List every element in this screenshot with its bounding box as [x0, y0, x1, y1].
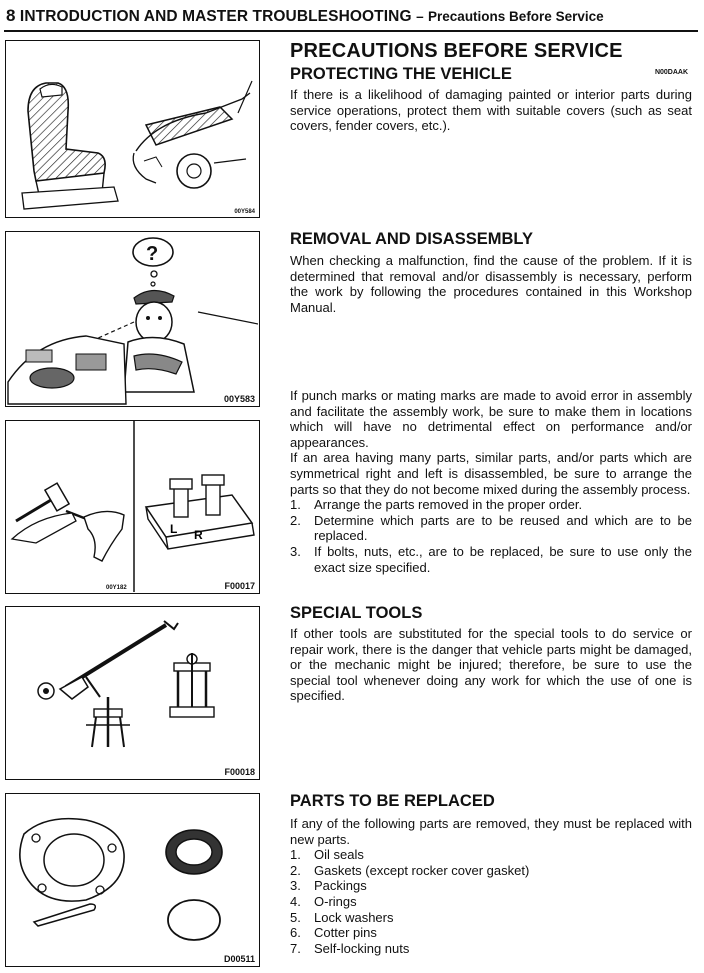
- section-marks-arrangement: [290, 388, 692, 575]
- figure-special-tools: [5, 606, 260, 780]
- page-number: 8: [6, 6, 16, 25]
- removal-heading: REMOVAL AND DISASSEMBLY: [290, 230, 533, 248]
- list-item: 7. Self-locking nuts: [290, 940, 410, 956]
- chapter-title: INTRODUCTION AND MASTER TROUBLESHOOTING: [19, 8, 412, 25]
- arrangement-steps: [290, 497, 692, 575]
- protecting-text: If there is a likelihood of damaging painted or interior parts during service operations, protect them with suitable covers (such as seat covers, fender covers, etc.).: [290, 87, 692, 134]
- figure-code: 00Y584: [234, 209, 255, 215]
- figure-code: F00018: [224, 767, 255, 777]
- figure-code-left: 00Y182: [106, 585, 127, 591]
- parts-text: If any of the following parts are removed, they must be replaced with new parts.: [290, 816, 692, 847]
- right-tray-label: R: [194, 528, 203, 542]
- section-parts-replaced: [290, 792, 692, 956]
- figure-code: 00Y583: [223, 394, 255, 404]
- figure-punch-marks-arrangement: [5, 420, 260, 594]
- header-separator: –: [416, 9, 424, 24]
- list-item: 1. Arrange the parts removed in the proper order.: [290, 497, 583, 513]
- list-item: 2. Determine which parts are to be reused and which are to be replaced.: [290, 512, 692, 544]
- list-item: 1. Oil seals: [290, 847, 364, 863]
- header-rule: [4, 30, 698, 32]
- list-item: 4. O-rings: [290, 893, 357, 909]
- section-protecting-vehicle: [290, 40, 692, 134]
- mechanic-illustration: [6, 232, 258, 405]
- figure-code: D00511: [223, 954, 255, 964]
- special-tools-text: If other tools are substituted for the special tools to do service or repair work, there is the danger that vehicle parts might be damaged, or the mechanic might be injured; therefore, be sure to use the special tool whenever doing any work for which the use of one is specified.: [290, 626, 692, 704]
- left-tray-label: L: [170, 522, 178, 536]
- punch-marks-illustration: [6, 421, 258, 592]
- figure-replacement-parts: [5, 793, 260, 967]
- special-tools-illustration: [6, 607, 258, 778]
- removal-text: When checking a malfunction, find the cause of the problem. If it is determined that removal and/or disassembly is necessary, perform the work by following the procedures contained in this Workshop Manual.: [290, 253, 692, 315]
- figure-code: F00017: [224, 581, 255, 591]
- list-item: 3. If bolts, nuts, etc., are to be replaced, be sure to use only the exact size specified.: [290, 543, 692, 575]
- figure-mechanic-diagnosis: [5, 231, 260, 407]
- section-removal-disassembly: [290, 230, 692, 315]
- marks-text-1: If punch marks or mating marks are made to avoid error in assembly and facilitate the assembly work, be sure to make them in locations which will have no detrimental effect on performance and/or appearances.: [290, 388, 692, 450]
- svg-text:?: ?: [146, 243, 159, 265]
- special-tools-heading: SPECIAL TOOLS: [290, 604, 423, 622]
- main-title: PRECAUTIONS BEFORE SERVICE: [290, 40, 623, 62]
- figure-seat-fender-covers: [5, 40, 260, 218]
- replacement-parts-illustration: [6, 794, 258, 965]
- protecting-code: N00DAAK: [654, 69, 688, 76]
- parts-heading: PARTS TO BE REPLACED: [290, 792, 495, 810]
- list-item: 2. Gaskets (except rocker cover gasket): [290, 862, 530, 878]
- page-header: [6, 6, 696, 30]
- list-item: 5. Lock washers: [290, 909, 394, 925]
- seat-fender-illustration: [6, 41, 258, 216]
- list-item: 3. Packings: [290, 878, 367, 894]
- section-special-tools: [290, 604, 692, 704]
- marks-text-2: If an area having many parts, similar parts, and/or parts which are symmetrical right and left is disassembled, be sure to arrange the parts so that they do not become mixed during the assembly process.: [290, 450, 692, 497]
- protecting-heading: PROTECTING THE VEHICLE: [290, 65, 512, 83]
- list-item: 6. Cotter pins: [290, 925, 377, 941]
- parts-list: [290, 847, 692, 956]
- section-title: Precautions Before Service: [428, 9, 604, 24]
